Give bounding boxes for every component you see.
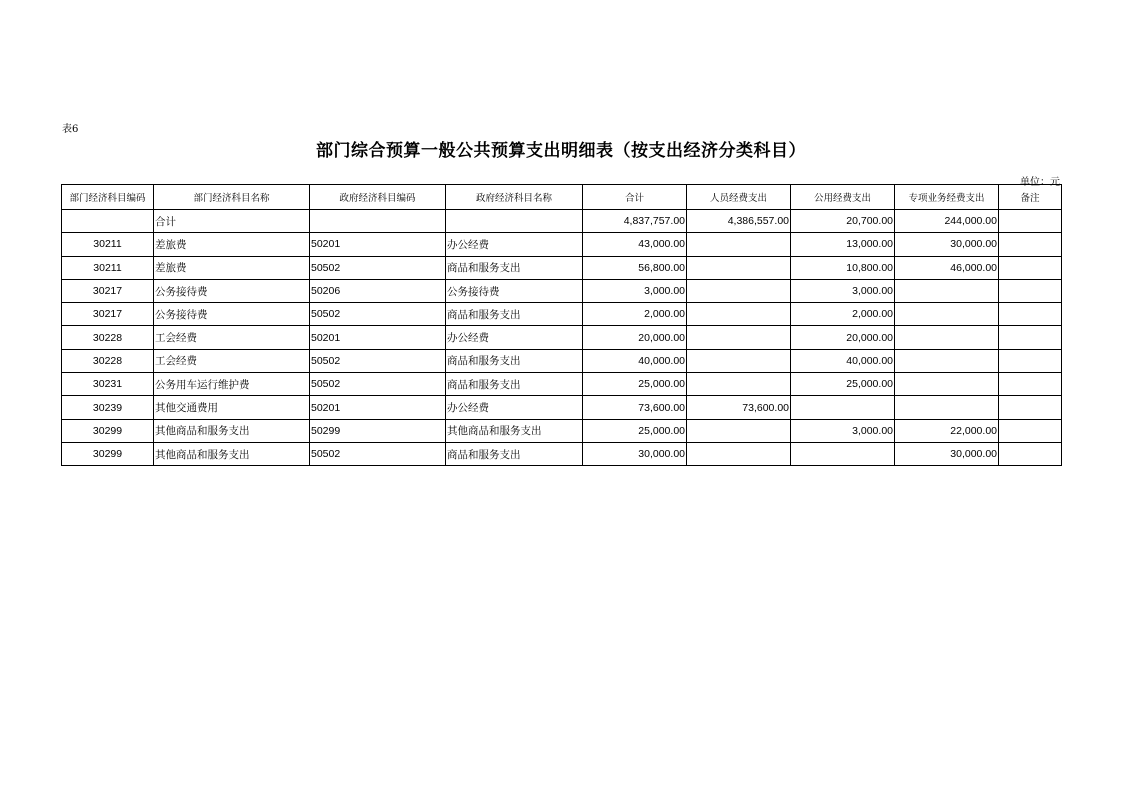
dept-code-cell: 30217 [62, 279, 154, 302]
header-cell: 部门经济科目名称 [154, 185, 310, 210]
note-cell [999, 256, 1062, 279]
public-cell [791, 396, 895, 419]
special-cell [895, 279, 999, 302]
total-cell: 30,000.00 [583, 442, 687, 465]
dept-name-cell: 公务用车运行维护费 [154, 373, 310, 396]
total-cell: 43,000.00 [583, 233, 687, 256]
special-cell: 30,000.00 [895, 233, 999, 256]
gov-code-cell: 50299 [310, 419, 446, 442]
gov-name-cell: 公务接待费 [446, 279, 583, 302]
header-cell: 备注 [999, 185, 1062, 210]
personnel-cell: 73,600.00 [687, 396, 791, 419]
dept-name-cell: 公务接待费 [154, 303, 310, 326]
total-row [62, 210, 1062, 233]
gov-name-cell: 商品和服务支出 [446, 303, 583, 326]
header-cell: 专项业务经费支出 [895, 185, 999, 210]
public-cell: 20,700.00 [791, 210, 895, 233]
table-row [62, 326, 1062, 349]
personnel-cell [687, 303, 791, 326]
header-row [62, 185, 1062, 210]
gov-name-cell: 办公经费 [446, 326, 583, 349]
note-cell [999, 349, 1062, 372]
note-cell [999, 419, 1062, 442]
header-cell: 部门经济科目编码 [62, 185, 154, 210]
header-cell: 合计 [583, 185, 687, 210]
dept-code-cell: 30228 [62, 326, 154, 349]
gov-name-cell [446, 210, 583, 233]
dept-code-cell: 30299 [62, 442, 154, 465]
personnel-cell [687, 349, 791, 372]
public-cell: 2,000.00 [791, 303, 895, 326]
personnel-cell [687, 279, 791, 302]
header-cell: 政府经济科目名称 [446, 185, 583, 210]
table-number: 表6 [62, 124, 79, 135]
gov-name-cell: 商品和服务支出 [446, 442, 583, 465]
table-row [62, 419, 1062, 442]
note-cell [999, 373, 1062, 396]
total-cell: 25,000.00 [583, 419, 687, 442]
dept-code-cell [62, 210, 154, 233]
table-row [62, 303, 1062, 326]
dept-name-cell: 工会经费 [154, 349, 310, 372]
dept-name-cell: 公务接待费 [154, 279, 310, 302]
public-cell: 3,000.00 [791, 419, 895, 442]
special-cell: 22,000.00 [895, 419, 999, 442]
table-row [62, 442, 1062, 465]
gov-code-cell [310, 210, 446, 233]
table-row [62, 233, 1062, 256]
dept-code-cell: 30211 [62, 233, 154, 256]
special-cell: 30,000.00 [895, 442, 999, 465]
public-cell: 20,000.00 [791, 326, 895, 349]
dept-name-cell: 其他交通费用 [154, 396, 310, 419]
dept-code-cell: 30231 [62, 373, 154, 396]
personnel-cell [687, 233, 791, 256]
unit-label: 单位：元 [1020, 177, 1060, 188]
personnel-cell [687, 326, 791, 349]
note-cell [999, 326, 1062, 349]
total-cell: 2,000.00 [583, 303, 687, 326]
dept-name-cell: 差旅费 [154, 233, 310, 256]
special-cell [895, 373, 999, 396]
table-row [62, 349, 1062, 372]
public-cell [791, 442, 895, 465]
total-cell: 56,800.00 [583, 256, 687, 279]
public-cell: 25,000.00 [791, 373, 895, 396]
dept-name-cell: 其他商品和服务支出 [154, 419, 310, 442]
note-cell [999, 303, 1062, 326]
total-cell: 4,837,757.00 [583, 210, 687, 233]
total-cell: 40,000.00 [583, 349, 687, 372]
special-cell: 244,000.00 [895, 210, 999, 233]
gov-code-cell: 50502 [310, 303, 446, 326]
gov-name-cell: 商品和服务支出 [446, 256, 583, 279]
special-cell: 46,000.00 [895, 256, 999, 279]
gov-code-cell: 50201 [310, 233, 446, 256]
total-cell: 25,000.00 [583, 373, 687, 396]
table-row [62, 373, 1062, 396]
dept-code-cell: 30239 [62, 396, 154, 419]
note-cell [999, 210, 1062, 233]
public-cell: 13,000.00 [791, 233, 895, 256]
dept-code-cell: 30228 [62, 349, 154, 372]
gov-name-cell: 其他商品和服务支出 [446, 419, 583, 442]
gov-name-cell: 商品和服务支出 [446, 349, 583, 372]
gov-code-cell: 50502 [310, 256, 446, 279]
note-cell [999, 442, 1062, 465]
header-cell: 公用经费支出 [791, 185, 895, 210]
document-title: 部门综合预算一般公共预算支出明细表（按支出经济分类科目） [316, 141, 806, 161]
header-cell: 人员经费支出 [687, 185, 791, 210]
personnel-cell [687, 442, 791, 465]
personnel-cell [687, 256, 791, 279]
gov-name-cell: 办公经费 [446, 396, 583, 419]
total-cell: 3,000.00 [583, 279, 687, 302]
special-cell [895, 326, 999, 349]
dept-name-cell: 其他商品和服务支出 [154, 442, 310, 465]
dept-code-cell: 30211 [62, 256, 154, 279]
gov-name-cell: 商品和服务支出 [446, 373, 583, 396]
table-row [62, 396, 1062, 419]
header-cell: 政府经济科目编码 [310, 185, 446, 210]
gov-name-cell: 办公经费 [446, 233, 583, 256]
gov-code-cell: 50201 [310, 326, 446, 349]
gov-code-cell: 50502 [310, 442, 446, 465]
expenditure-table [61, 184, 1062, 466]
note-cell [999, 396, 1062, 419]
dept-code-cell: 30217 [62, 303, 154, 326]
public-cell: 10,800.00 [791, 256, 895, 279]
personnel-cell [687, 373, 791, 396]
table-row [62, 256, 1062, 279]
special-cell [895, 303, 999, 326]
personnel-cell: 4,386,557.00 [687, 210, 791, 233]
public-cell: 40,000.00 [791, 349, 895, 372]
gov-code-cell: 50206 [310, 279, 446, 302]
gov-code-cell: 50201 [310, 396, 446, 419]
personnel-cell [687, 419, 791, 442]
special-cell [895, 396, 999, 419]
dept-name-cell: 工会经费 [154, 326, 310, 349]
public-cell: 3,000.00 [791, 279, 895, 302]
total-cell: 73,600.00 [583, 396, 687, 419]
special-cell [895, 349, 999, 372]
table-row [62, 279, 1062, 302]
note-cell [999, 279, 1062, 302]
dept-code-cell: 30299 [62, 419, 154, 442]
note-cell [999, 233, 1062, 256]
total-cell: 20,000.00 [583, 326, 687, 349]
dept-name-cell: 合计 [154, 210, 310, 233]
gov-code-cell: 50502 [310, 349, 446, 372]
dept-name-cell: 差旅费 [154, 256, 310, 279]
gov-code-cell: 50502 [310, 373, 446, 396]
